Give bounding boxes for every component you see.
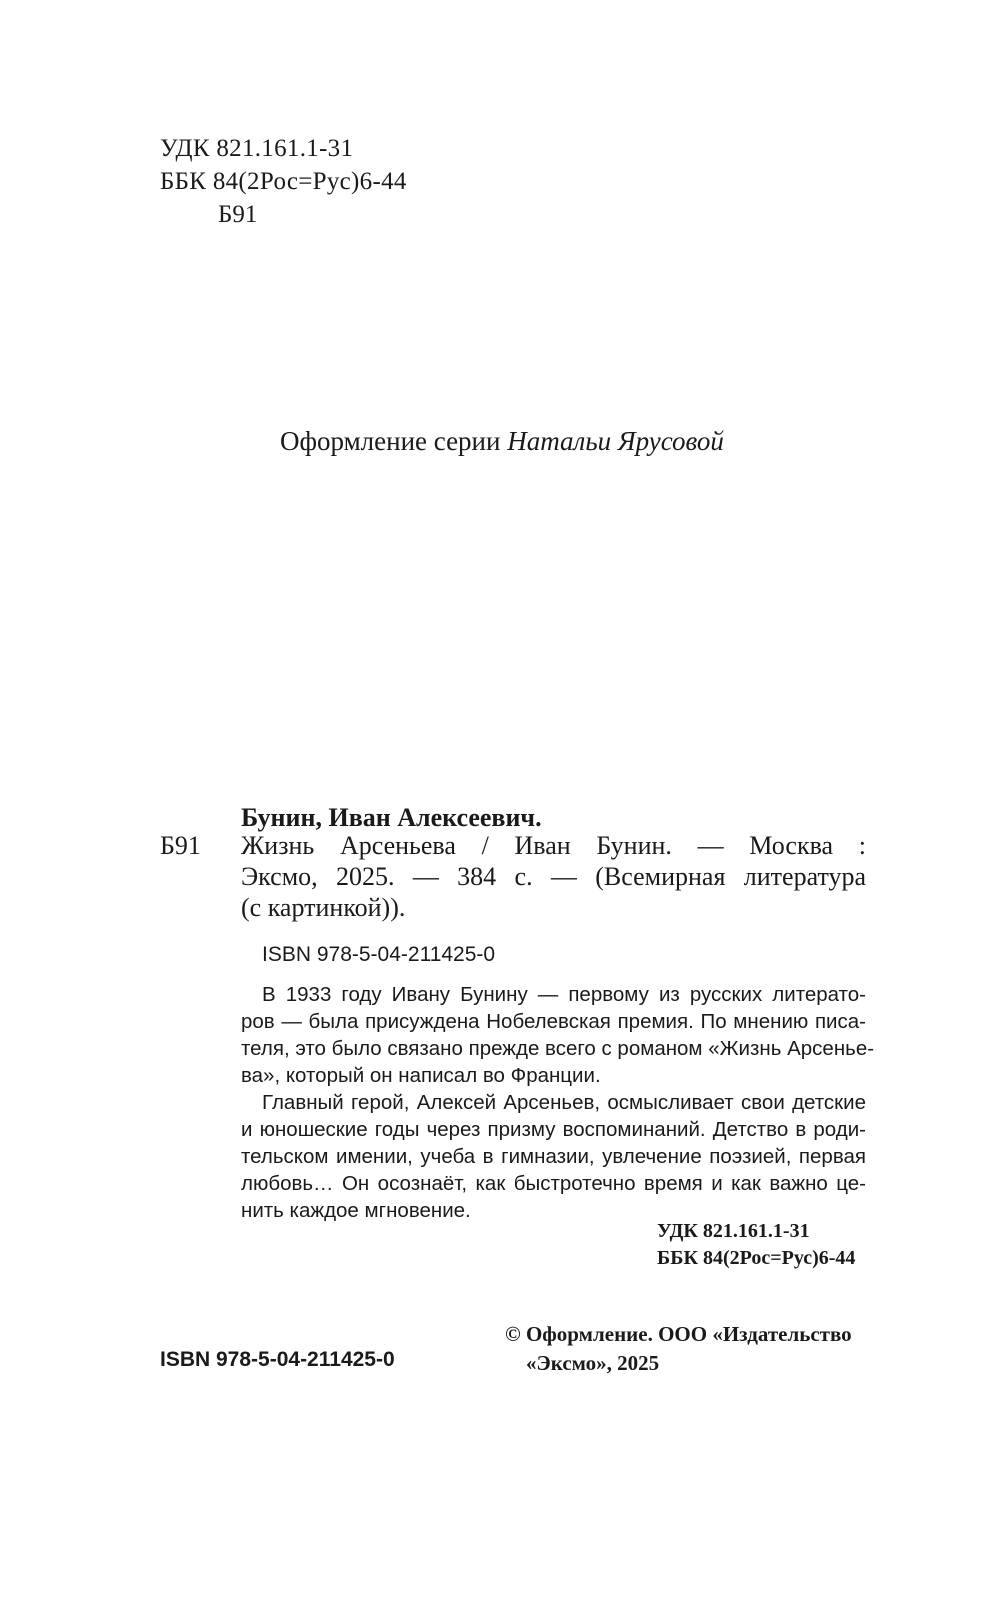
annotation-line: нить каждое мгновение. bbox=[241, 1199, 471, 1222]
record-isbn: ISBN 978-5-04-211425-0 bbox=[262, 943, 496, 966]
annotation-line: Главный герой, Алексей Арсеньев, осмысливает свои детские bbox=[262, 1091, 866, 1114]
series-prefix: Оформление серии bbox=[280, 426, 508, 456]
annotation-line: В 1933 году Ивану Бунину — первому из русских литерато- bbox=[262, 983, 866, 1006]
top-bbk-code: ББК 84(2Рос=Рус)6-44 bbox=[160, 168, 407, 195]
record-author-sign: Б91 bbox=[160, 831, 201, 860]
record-desc-line: Жизнь Арсеньева / Иван Бунин. — Москва : bbox=[241, 831, 866, 860]
record-description bbox=[241, 830, 866, 923]
series-design-credit bbox=[280, 423, 724, 459]
record-desc-line: (с картинкой)). bbox=[241, 893, 406, 922]
top-author-sign: Б91 bbox=[218, 201, 258, 228]
series-designer: Натальи Ярусовой bbox=[507, 426, 724, 456]
record-author: Бунин, Иван Алексеевич. bbox=[241, 803, 542, 832]
record-desc-line: Эксмо, 2025. — 384 с. — (Всемирная литература bbox=[241, 862, 866, 891]
bottom-udk-code: УДК 821.161.1-31 bbox=[657, 1220, 810, 1242]
annotation-text bbox=[241, 981, 875, 1224]
annotation-line: любовь… Он осознаёт, как быстротечно время и как важно це- bbox=[241, 1172, 866, 1195]
top-udk-code: УДК 821.161.1-31 bbox=[160, 135, 354, 162]
annotation-line: ров — была присуждена Нобелевская премия. По мнению писа- bbox=[241, 1010, 866, 1033]
bottom-bbk-code: ББК 84(2Рос=Рус)6-44 bbox=[657, 1247, 856, 1269]
copyright-line: «Эксмо», 2025 bbox=[526, 1351, 660, 1375]
annotation-line: ва», который он написал во Франции. bbox=[241, 1064, 601, 1087]
annotation-line: тельском имении, учеба в гимназии, увлечение поэзией, первая bbox=[241, 1145, 866, 1168]
bottom-isbn: ISBN 978-5-04-211425-0 bbox=[160, 1348, 395, 1371]
copyright-line: © Оформление. ООО «Издательство bbox=[505, 1322, 852, 1346]
annotation-line: и юношеские годы через призму воспоминаний. Детство в роди- bbox=[241, 1118, 866, 1141]
annotation-line: теля, это было связано прежде всего с романом «Жизнь Арсенье- bbox=[241, 1037, 875, 1060]
